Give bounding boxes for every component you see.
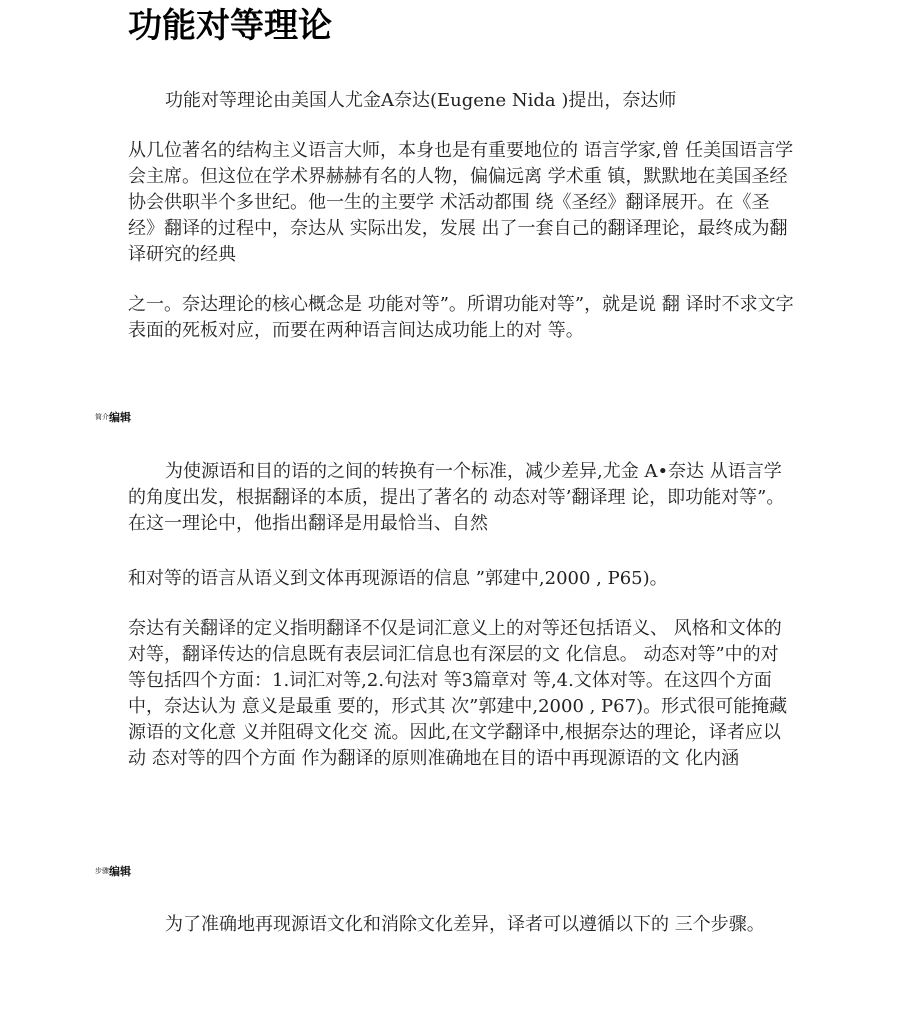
paragraph-three-steps: 为了准确地再现源语文化和消除文化差异，译者可以遵循以下的 三个步骤。: [165, 914, 765, 935]
section-heading-intro: [95, 406, 131, 425]
paragraph-citation-p65: 和对等的语言从语义到文体再现源语的信息 ”郭建中,2000 , P65)。: [128, 568, 668, 589]
page-title: 功能对等理论: [128, 6, 332, 46]
section-label-steps: 步骤: [95, 867, 109, 875]
paragraph-dynamic-equivalence: 为使源语和目的语的之间的转换有一个标准，减少差异,尤金 A•奈达 从语言学的角度出发，根据翻译的本质，提出了著名的 动态对等’翻译理 论，即功能对等”。在这一理论中，他指出翻译是用最恰当、自然: [128, 461, 785, 534]
edit-link-intro[interactable]: 编辑: [109, 411, 131, 424]
section-label-intro: 简介: [95, 413, 109, 421]
paragraph-translation-definition: 奈达有关翻译的定义指明翻译不仅是词汇意义上的对等还包括语义、 风格和文体的对等，翻译传达的信息既有表层词汇信息也有深层的文 化信息。 动态对等”中的对等包括四个方面：1.词汇对等,2.句法对 等3篇章对 等,4.文体对等。在这四个方面中，奈达认为 意义是最重 要的，形式其 次”郭建中,2000 , P67)。形式很可能掩藏源语的文化意 义并阻碍文化交 流。因此,在文学翻译中,根据奈达的理论，译者应以动 态对等的四个方面 作为翻译的原则准确地在目的语中再现源语的文 化内涵: [128, 618, 788, 769]
paragraph-intro-opening: 功能对等理论由美国人尤金A奈达(Eugene Nida )提出，奈达师: [165, 90, 677, 111]
section-heading-steps: [95, 860, 131, 879]
paragraph-core-concept: 之一。奈达理论的核心概念是 功能对等”。所谓功能对等”，就是说 翻 译时不求文字表面的死板对应，而要在两种语言间达成功能上的对 等。: [128, 294, 794, 341]
paragraph-nida-background: 从几位著名的结构主义语言大师，本身也是有重要地位的 语言学家,曾 任美国语言学会主席。但这位在学术界赫赫有名的人物，偏偏远离 学术重 镇，默默地在美国圣经协会供职半个多世纪。他一生的主要学 术活动都围 绕《圣经》翻译展开。在《圣经》翻译的过程中，奈达从 实际出发，发展 出了一套自己的翻译理论，最终成为翻译研究的经典: [128, 140, 794, 265]
edit-link-steps[interactable]: 编辑: [109, 865, 131, 878]
